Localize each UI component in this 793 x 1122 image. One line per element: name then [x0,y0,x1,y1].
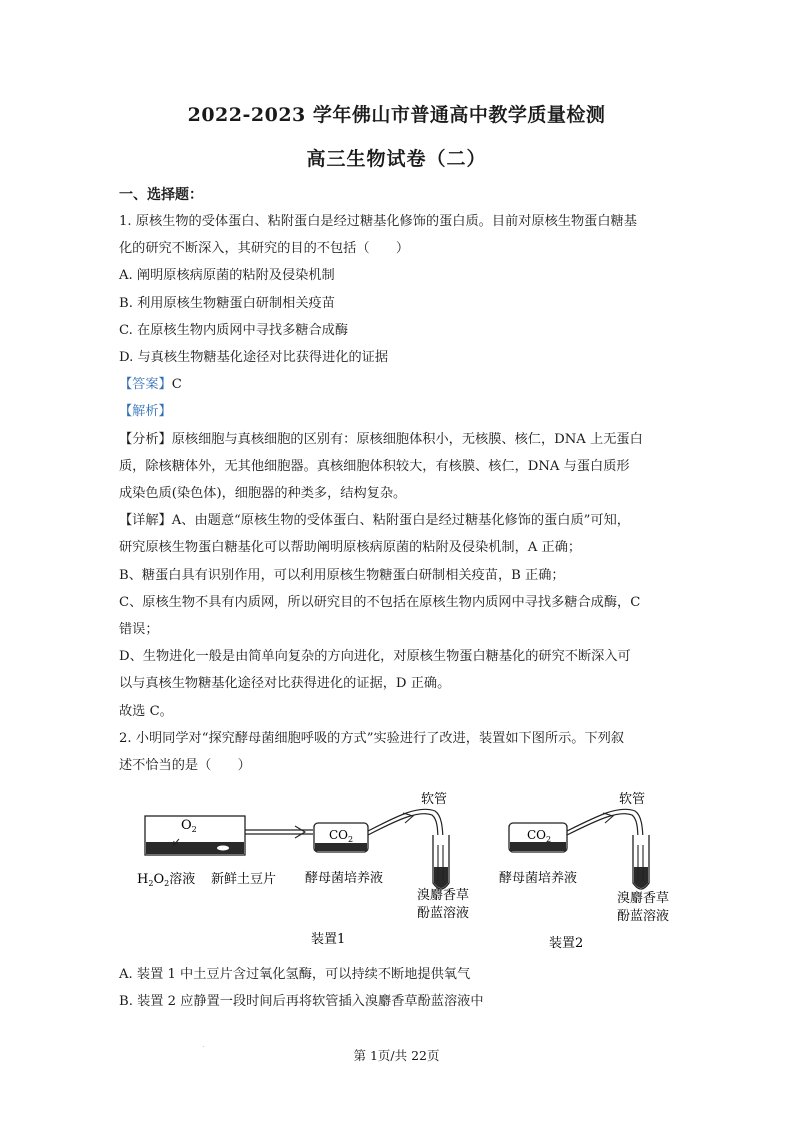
co2-label-1: $CO_2$ [329,828,354,845]
yeast-liquid-2 [510,842,566,851]
q1-fenxi-line3: 成染色质(染色体)，细胞器的种类多，结构复杂。 [119,486,407,502]
btb-label-2-line1: 溴麝香草 [617,891,670,907]
soft-tube-label-1: 软管 [421,792,448,808]
q1-fenxi-line2: 质，除核糖体外，无其他细胞器。真核细胞体积较大，有核膜、核仁，DNA 与蛋白质形 [119,458,630,474]
btb-label-2-line2: 酚蓝溶液 [617,909,670,925]
q1-xiangjie-line4: C、原核生物不具有内质网，所以研究目的不包括在原核生物内质网中寻找多糖合成酶，C [119,594,641,610]
q1-stem-line2: 化的研究不断深入，其研究的目的不包括（ ） [119,241,410,257]
scan-mark: . [202,1040,205,1049]
q1-option-c: C. 在原核生物内质网中寻找多糖合成酶 [119,322,349,338]
exam-title: 2022-2023 学年佛山市普通高中教学质量检测 [187,104,606,126]
section-heading: 一、选择题： [119,187,203,203]
btb-label-1-line2: 酚蓝溶液 [417,906,470,922]
soft-tube-label-2: 软管 [619,792,646,808]
page-footer: 第 1页/共 22页 [353,1048,440,1063]
flow-arrow-1 [295,826,305,838]
yeast-liquid-1 [315,843,367,851]
potato-slice [217,846,229,851]
q1-fenxi-line1: 【分析】原核细胞与真核细胞的区别有：原核细胞体积小，无核膜、核仁，DNA 上无蛋白 [119,431,643,447]
analysis-tag: 【解析】 [119,404,172,420]
device2-label: 装置2 [549,936,584,952]
q2-option-b: B. 装置 2 应静置一段时间后再将软管插入溴麝香草酚蓝溶液中 [119,994,484,1010]
btb-label-1-line1: 溴麝香草 [417,888,470,904]
co2-label-2: $CO_2$ [527,828,552,845]
q2-stem-line2: 述不恰当的是（ ） [119,758,251,774]
q2-stem-line1: 2. 小明同学对“探究酵母菌细胞呼吸的方式”实验进行了改进，装置如下图所示。下列叙 [119,730,625,746]
q1-option-a: A. 阐明原核病原菌的粘附及侵染机制 [119,268,335,284]
q1-xiangjie-line7: 以与真核生物糖基化途径对比获得进化的证据，D 正确。 [119,676,451,692]
q1-conclusion: 故选 C。 [119,703,173,719]
o2-label: $O_2$ [181,818,197,835]
h2o2-liquid [146,842,244,854]
q1-answer [119,371,675,398]
h2o2-label: $H_2O_2$溶液 [137,872,196,889]
btb-solution-1 [434,867,448,888]
yeast-label-2: 酵母菌培养液 [499,871,578,887]
device1-label: 装置1 [311,932,346,948]
q1-stem-line1: 1. 原核生物的受体蛋白、粘附蛋白是经过糖基化修饰的蛋白质。目前对原核生物蛋白糖基 [119,214,637,229]
q2-option-a: A. 装置 1 中土豆片含过氧化氢酶，可以持续不断地提供氧气 [119,967,471,983]
q1-xiangjie-line3: B、糖蛋白具有识别作用，可以利用原核生物糖蛋白研制相关疫苗，B 正确； [119,567,565,583]
btb-solution-2 [634,867,648,888]
q1-xiangjie-line5: 错误； [119,622,159,638]
q1-option-d: D. 与真核生物糖基化途径对比获得进化的证据 [119,350,389,366]
soft-tube-1 [368,810,443,876]
q1-analysis [119,398,675,425]
q1-xiangjie-line2: 研究原核生物蛋白糖基化可以帮助阐明原核病原菌的粘附及侵染机制，A 正确； [119,540,582,556]
answer-tag: 【答案】 [119,377,172,393]
yeast-label-1: 酵母菌培养液 [305,871,384,887]
apparatus-diagram [119,785,675,957]
q1-option-b: B. 利用原核生物糖蛋白研制相关疫苗 [119,295,335,311]
exam-subtitle: 高三生物试卷（二） [306,148,487,170]
xiangjie-tag: 【详解】 [119,513,172,529]
fenxi-tag: 【分析】 [119,431,172,447]
experiment-figure [119,785,675,957]
answer-value: C [171,377,182,393]
content-body [119,208,675,1016]
soft-tube-2 [567,810,643,876]
q1-xiangjie-line1: 【详解】A、由题意“原核生物的受体蛋白、粘附蛋白是经过糖基化修饰的蛋白质”可知， [119,513,630,529]
q1-xiangjie-line6: D、生物进化一般是由简单向复杂的方向进化，对原核生物蛋白糖基化的研究不断深入可 [119,649,631,665]
potato-label: 新鲜土豆片 [211,872,277,888]
